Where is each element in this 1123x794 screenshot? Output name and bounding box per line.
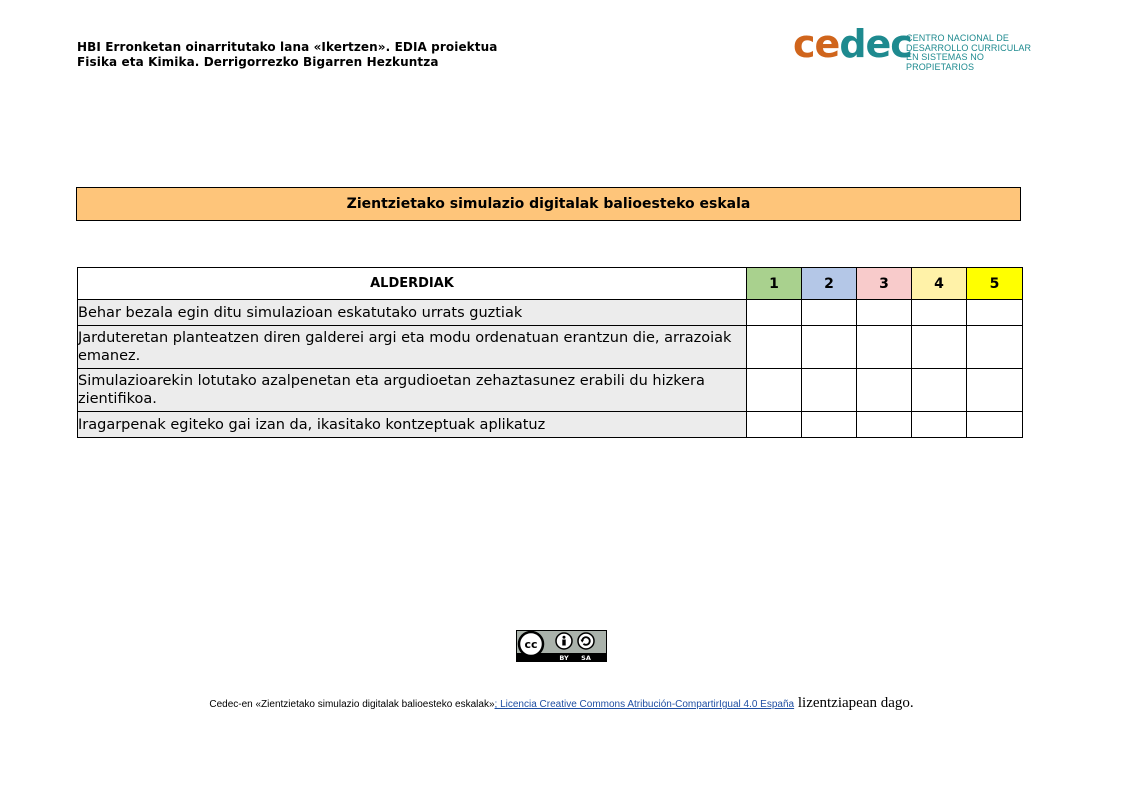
score-cell[interactable]	[747, 369, 802, 412]
criterion-cell: Simulazioarekin lotutako azalpenetan eta argudioetan zehaztasunez erabili du hizkera zientifikoa.	[78, 369, 747, 412]
cc-sa-label: SA	[581, 654, 591, 662]
criterion-cell: Behar bezala egin ditu simulazioan eskatutako urrats guztiak	[78, 300, 747, 326]
header-line-2: Fisika eta Kimika. Derrigorrezko Bigarren Hezkuntza	[77, 55, 439, 69]
rubric-title: Zientzietako simulazio digitalak balioesteko eskala	[76, 187, 1021, 221]
score-cell[interactable]	[912, 326, 967, 369]
score-cell[interactable]	[857, 326, 912, 369]
criterion-cell: Iragarpenak egiteko gai izan da, ikasitako kontzeptuak aplikatuz	[78, 412, 747, 438]
score-cell[interactable]	[857, 369, 912, 412]
svg-text:cc: cc	[524, 638, 538, 651]
score-cell[interactable]	[802, 369, 857, 412]
header-line-1: HBI Erronketan oinarritutako lana «Ikertzen». EDIA proiektua	[77, 40, 498, 54]
table-row	[78, 412, 1023, 438]
table-row	[78, 326, 1023, 369]
cc-by-label: BY	[559, 654, 569, 662]
score-cell[interactable]	[967, 326, 1023, 369]
score-header-1: 1	[747, 268, 802, 300]
score-cell[interactable]	[967, 300, 1023, 326]
score-header-3: 3	[857, 268, 912, 300]
score-cell[interactable]	[802, 412, 857, 438]
rubric-header-row	[78, 268, 1023, 300]
criterion-cell: Jarduteretan planteatzen diren galderei argi eta modu ordenatuan erantzun die, arrazoiak emanez.	[78, 326, 747, 369]
cedec-logo-subtitle: CENTRO NACIONAL DE DESARROLLO CURRICULAR EN SISTEMAS NO PROPIETARIOS	[906, 33, 1032, 72]
score-cell[interactable]	[967, 412, 1023, 438]
score-cell[interactable]	[912, 412, 967, 438]
license-prefix: Cedec-en «Zientzietako simulazio digitalak balioesteko eskalak»	[209, 699, 495, 710]
cc-by-sa-badge[interactable]	[516, 630, 607, 662]
score-cell[interactable]	[747, 412, 802, 438]
aspects-header: ALDERDIAK	[78, 268, 747, 300]
document-header	[77, 40, 497, 70]
score-cell[interactable]	[747, 300, 802, 326]
rubric-table	[77, 267, 1023, 438]
table-row	[78, 300, 1023, 326]
score-cell[interactable]	[857, 300, 912, 326]
score-header-4: 4	[912, 268, 967, 300]
score-header-2: 2	[802, 268, 857, 300]
license-link[interactable]: ; Licencia Creative Commons Atribución-CompartirIgual 4.0 España	[494, 699, 795, 710]
score-cell[interactable]	[857, 412, 912, 438]
cedec-logo-word: cedec	[793, 22, 912, 66]
score-cell[interactable]	[802, 326, 857, 369]
cedec-logo	[793, 22, 1043, 72]
score-cell[interactable]	[912, 300, 967, 326]
score-cell[interactable]	[967, 369, 1023, 412]
score-header-5: 5	[967, 268, 1023, 300]
score-cell[interactable]	[802, 300, 857, 326]
license-notice	[0, 695, 1123, 712]
table-row	[78, 369, 1023, 412]
license-suffix: lizentziapean dago.	[794, 695, 914, 711]
cc-license-icon	[516, 630, 607, 662]
score-cell[interactable]	[747, 326, 802, 369]
score-cell[interactable]	[912, 369, 967, 412]
